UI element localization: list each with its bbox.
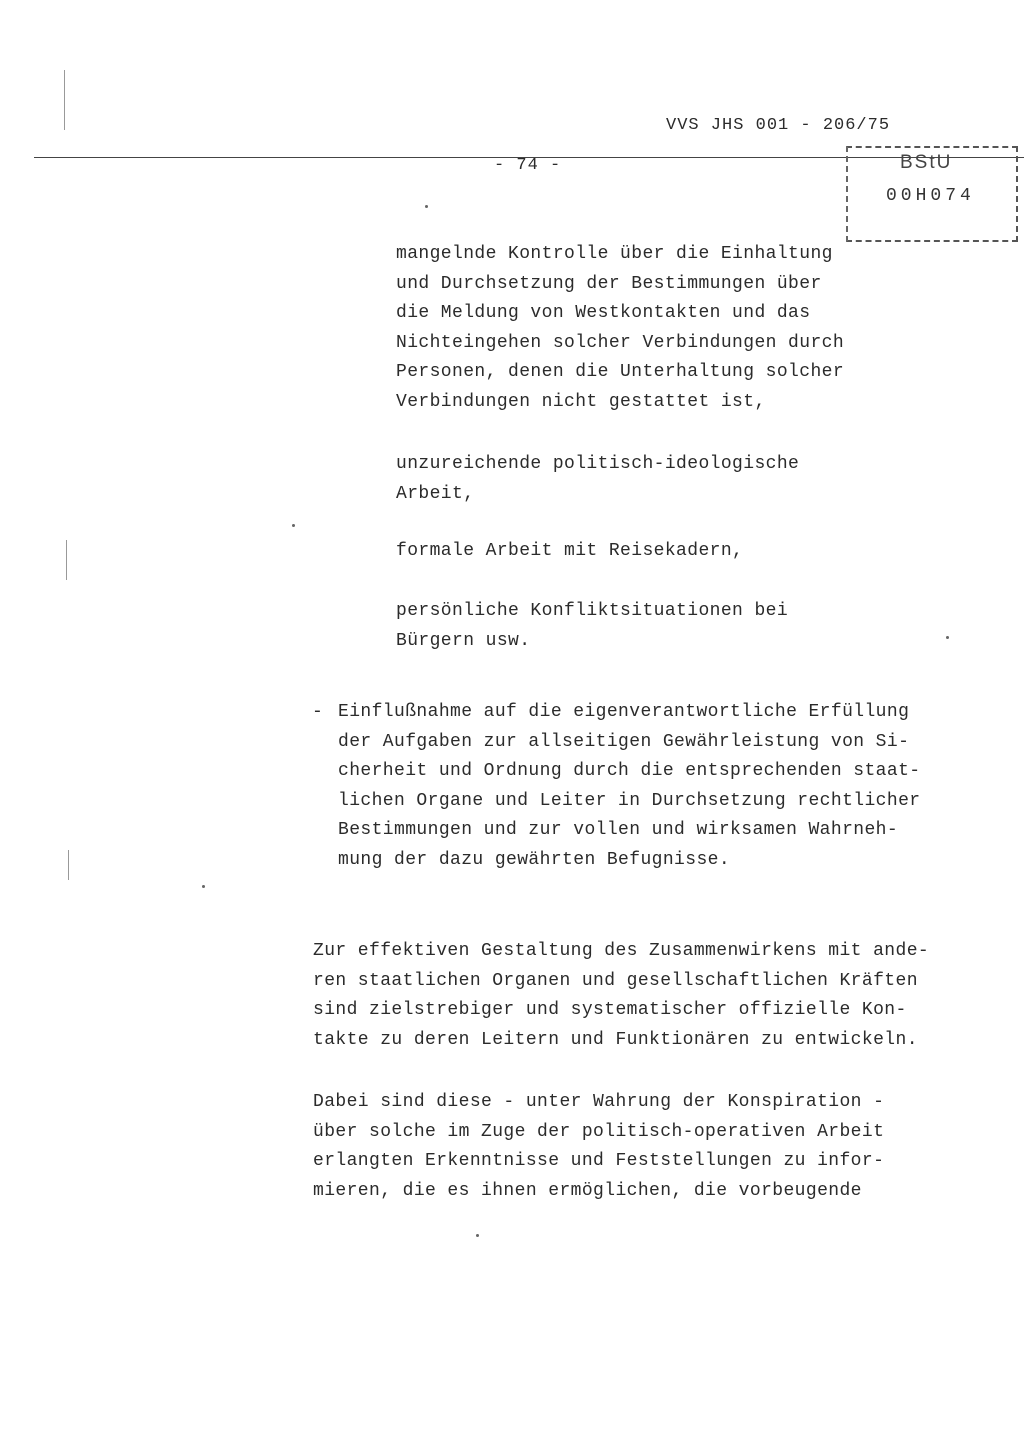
- text-line: ren staatlichen Organen und gesellschaftlichen Kräften: [313, 970, 918, 991]
- list-item: [396, 450, 799, 509]
- document-reference: VVS JHS 001 - 206/75: [666, 116, 891, 135]
- text-line: erlangten Erkenntnisse und Feststellungen zu infor-: [313, 1151, 885, 1171]
- text-line: über solche im Zuge der politisch-operativen Arbeit: [313, 1121, 885, 1142]
- paragraph: [313, 1088, 884, 1206]
- bullet-item: [338, 698, 921, 875]
- text-line: formale Arbeit mit Reisekadern,: [396, 541, 744, 561]
- text-line: Arbeit,: [396, 483, 475, 504]
- text-line: mung der dazu gewährten Befugnisse.: [338, 849, 731, 870]
- text-line: sind zielstrebiger und systematischer offizielle Kon-: [313, 1000, 907, 1020]
- list-item: [396, 537, 743, 567]
- text-line: Personen, denen die Unterhaltung solcher: [396, 362, 845, 382]
- scan-margin-mark: [66, 540, 67, 580]
- text-line: Zur effektiven Gestaltung des Zusammenwirkens mit ande-: [313, 941, 930, 961]
- scan-speck: [476, 1234, 479, 1237]
- list-item: [396, 240, 844, 417]
- text-line: Dabei sind diese - unter Wahrung der Konspiration -: [313, 1092, 885, 1112]
- text-line: takte zu deren Leitern und Funktionären zu entwickeln.: [313, 1029, 918, 1050]
- text-line: Bürgern usw.: [396, 630, 531, 651]
- text-line: lichen Organe und Leiter in Durchsetzung rechtlicher: [338, 790, 921, 811]
- text-line: die Meldung von Westkontakten und das: [396, 303, 811, 323]
- stamp-archive-label: BStU: [900, 152, 953, 173]
- stamp-archive-number: 00H074: [886, 186, 975, 206]
- archive-stamp: [846, 146, 1018, 242]
- text-line: Einflußnahme auf die eigenverantwortliche Erfüllung: [338, 702, 910, 722]
- text-line: mangelnde Kontrolle über die Einhaltung: [396, 244, 833, 264]
- scan-margin-mark: [64, 70, 65, 130]
- text-line: cherheit und Ordnung durch die entsprechenden staat-: [338, 761, 921, 781]
- scan-speck: [946, 636, 949, 639]
- bullet-marker: -: [312, 702, 324, 722]
- text-line: Bestimmungen und zur vollen und wirksamen Wahrneh-: [338, 820, 899, 840]
- text-line: und Durchsetzung der Bestimmungen über: [396, 273, 822, 294]
- scan-speck: [425, 205, 428, 208]
- text-line: persönliche Konfliktsituationen bei: [396, 601, 789, 621]
- scan-speck: [202, 885, 205, 888]
- scan-margin-mark: [68, 850, 69, 880]
- list-item: [396, 597, 788, 656]
- text-line: der Aufgaben zur allseitigen Gewährleistung von Si-: [338, 731, 910, 752]
- paragraph: [313, 937, 929, 1055]
- text-line: Nichteingehen solcher Verbindungen durch: [396, 332, 845, 353]
- scan-speck: [292, 524, 295, 527]
- page-number: - 74 -: [494, 156, 562, 175]
- text-line: mieren, die es ihnen ermöglichen, die vorbeugende: [313, 1180, 862, 1201]
- text-line: Verbindungen nicht gestattet ist,: [396, 391, 766, 412]
- text-line: unzureichende politisch-ideologische: [396, 454, 800, 474]
